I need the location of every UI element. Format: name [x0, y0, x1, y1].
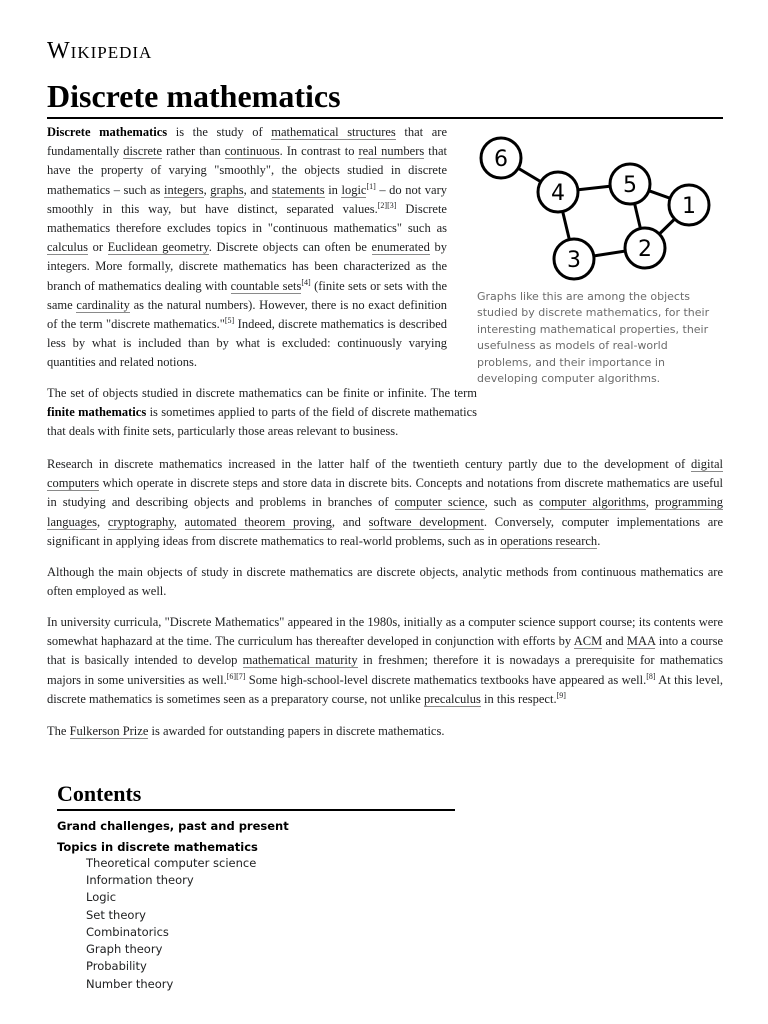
paragraph-analytic-methods: Although the main objects of study in discrete mathematics are discrete objects, analytic methods from continuous mathematics are often employed as well. [47, 565, 723, 599]
toc-subitem[interactable]: Set theory [86, 907, 146, 922]
link-digital-computers[interactable]: digital computers [47, 457, 723, 491]
graph-node-label: 4 [551, 181, 565, 206]
link-continuous[interactable]: continuous [224, 144, 280, 159]
link-computer-algorithms[interactable]: computer algorithms [539, 495, 646, 510]
link-discrete[interactable]: discrete [123, 144, 163, 159]
link-precalculus[interactable]: precalculus [423, 691, 481, 706]
bold-term: finite mathematics [47, 405, 147, 420]
link-maa[interactable]: MAA [626, 634, 656, 649]
link-acm[interactable]: ACM [573, 634, 603, 649]
toc-subitem[interactable]: Information theory [86, 872, 194, 887]
lead-paragraph: Discrete mathematics is the study of mathematical structures that are fundamentally discrete rather than continuous. In contrast to real numbers that have the property of varying "smoothly", the objects studied in discrete mathematics – such as integers, graphs, and statements in logic[1] – do not vary smoothly in this way, but have distinct, separated values.[2][3] Discrete mathematics therefore excludes topics in "continuous mathematics" such as calculus or Euclidean geometry. Discrete objects can often be enumerated by integers. More formally, discrete mathematics has been characterized as the branch of mathematics dealing with countable sets[4] (finite sets or sets with the same cardinality as the natural numbers). However, there is no exact definition of the term "discrete mathematics."[5] Indeed, discrete mathematics is described less by what is included than by what is excluded: continuously varying quantities and related notions. [47, 125, 448, 370]
link-graphs[interactable]: graphs [210, 182, 244, 197]
link-mathematical-structures[interactable]: mathematical structures [271, 125, 396, 139]
toc-divider [57, 809, 455, 811]
graph-node-label: 5 [623, 173, 637, 198]
bold-term: Discrete mathematics [47, 125, 168, 139]
paragraph-fulkerson-prize: The Fulkerson Prize is awarded for outstanding papers in discrete mathematics. [47, 724, 445, 738]
link-logic[interactable]: logic [341, 182, 367, 197]
graph-figure [470, 133, 720, 283]
link-cardinality[interactable]: cardinality [76, 297, 130, 312]
link-computer-science[interactable]: computer science [394, 495, 485, 510]
toc-subitem[interactable]: Graph theory [86, 941, 163, 956]
link-operations-research[interactable]: operations research [500, 533, 598, 548]
toc-subitem[interactable]: Theoretical computer science [86, 855, 257, 870]
toc-item[interactable]: Topics in discrete mathematics [57, 839, 258, 854]
link-cryptography[interactable]: cryptography [107, 514, 174, 529]
citation-ref[interactable]: [8] [646, 671, 656, 681]
figure-caption: Graphs like this are among the objects studied by discrete mathematics, for their interesting mathematical properties, their usefulness as models of real-world problems, and their importance in developing computer algorithms. [477, 290, 710, 386]
link-mathematical-maturity[interactable]: mathematical maturity [242, 653, 358, 668]
link-integers[interactable]: integers [163, 182, 204, 197]
wikipedia-logo[interactable]: Wikipedia [47, 38, 153, 64]
graph-node-label: 3 [567, 248, 581, 273]
table-of-contents [57, 779, 455, 991]
toc-subitem[interactable]: Combinatorics [86, 924, 169, 939]
link-software-development[interactable]: software development [368, 514, 484, 529]
graph-node-label: 1 [682, 194, 696, 219]
toc-subitem[interactable]: Logic [86, 889, 117, 904]
link-statements[interactable]: statements [271, 182, 325, 197]
citation-ref[interactable]: [9] [556, 690, 566, 700]
link-fulkerson-prize[interactable]: Fulkerson Prize [69, 724, 149, 738]
toc-title: Contents [57, 781, 142, 806]
link-enumerated[interactable]: enumerated [371, 240, 430, 255]
toc-subitem[interactable]: Probability [86, 958, 147, 973]
citation-ref[interactable]: [5] [224, 315, 235, 325]
page-title: Discrete mathematics [47, 78, 341, 114]
link-euclidean-geometry[interactable]: Euclidean geometry [107, 240, 209, 255]
link-calculus[interactable]: calculus [47, 240, 88, 255]
link-automated-theorem-proving[interactable]: automated theorem proving [184, 514, 332, 529]
paragraph-finite-mathematics: The set of objects studied in discrete mathematics can be finite or infinite. The term finite mathematics is sometimes applied to parts of the field of discrete mathematics that deals with finite sets, particularly those areas relevant to business. [47, 386, 477, 439]
citation-ref[interactable]: [4] [301, 277, 311, 287]
toc-subitem[interactable]: Number theory [86, 976, 174, 991]
link-real-numbers[interactable]: real numbers [358, 144, 425, 159]
citation-ref[interactable]: [2][3] [377, 200, 397, 210]
toc-item[interactable]: Grand challenges, past and present [57, 818, 289, 833]
paragraph-research: Research in discrete mathematics increased in the latter half of the twentieth century partly due to the development of digital computers which operate in discrete steps and store data in discrete bits. Concepts and notations from discrete mathematics are useful in studying and describing objects and problems in branches of computer science, such as computer algorithms, programming languages, cryptography, automated theorem proving, and software development. Conversely, computer implementations are significant in applying ideas from discrete mathematics to real-world problems, such as in operations research. [47, 457, 724, 548]
graph-node-label: 6 [494, 147, 508, 172]
paragraph-curricula: In university curricula, "Discrete Mathematics" appeared in the 1980s, initially as a computer science support course; its contents were somewhat haphazard at the time. The curriculum has thereafter developed in conjunction with efforts by ACM and MAA into a course that is basically intended to develop mathematical maturity in freshmen; therefore it is nowadays a prerequisite for mathematics majors in some universities as well.[6][7] Some high-school-level discrete mathematics textbooks have appeared as well.[8] At this level, discrete mathematics is sometimes seen as a preparatory course, not unlike precalculus in this respect.[9] [47, 615, 724, 706]
graph-node-label: 2 [638, 237, 652, 262]
link-countable-sets[interactable]: countable sets [230, 278, 302, 293]
citation-ref[interactable]: [1] [366, 181, 376, 191]
citation-ref[interactable]: [6][7] [226, 671, 246, 681]
link-programming-languages[interactable]: programming languages [47, 495, 724, 529]
title-divider [47, 117, 723, 119]
